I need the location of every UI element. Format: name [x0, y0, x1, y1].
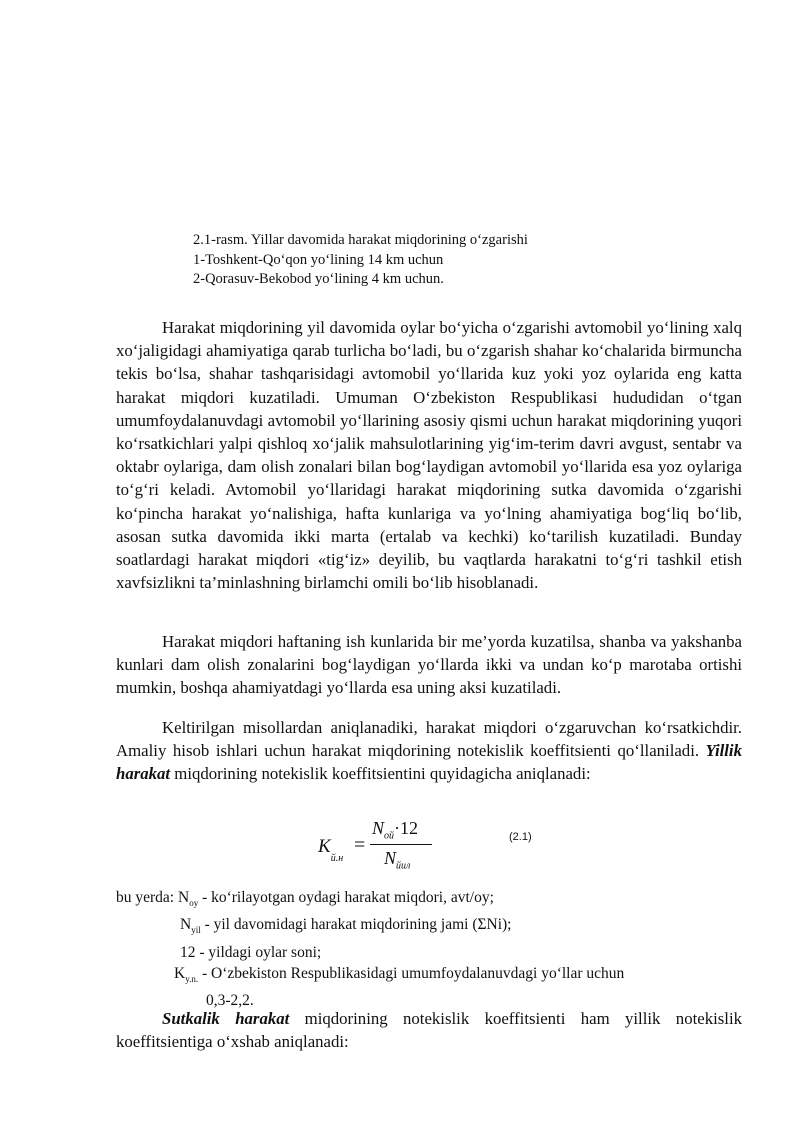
paragraph-3 [116, 716, 742, 786]
formula-equals: = [354, 834, 366, 856]
equation-number: (2.1) [509, 831, 532, 843]
formula-num-sub: ой [384, 830, 395, 842]
formula-2-1 [318, 818, 458, 878]
paragraph-4-after: miqdorining notekislik koeffitsienti ham yillik notekislik koeffitsientiga o‘xshab aniqlanadi: [116, 1009, 743, 1052]
caption-line-2: 1-Toshkent-Qo‘qon yo‘lining 14 km uchun [193, 251, 444, 268]
def4-text: - O‘zbekiston Respublikasidagi umumfoydalanuvdagi yo‘llar uchun [198, 964, 625, 982]
paragraph-2-text: Harakat miqdori haftaning ish kunlarida bir me’yorda kuzatilsa, shanba va yakshanba kunlari dam olish zonalarini bog‘laydigan yo‘llarda ikki va undan ko‘p marotaba ortishi mumkin, boshqa ahamiyatdagi yo‘llarda esa uning aksi kuzatiladi. [116, 632, 742, 698]
paragraph-1 [116, 316, 742, 594]
formula-num-mult: ·12 [394, 818, 419, 838]
paragraph-1-text: Harakat miqdorining yil davomida oylar bo‘yicha o‘zgarishi avtomobil yo‘lining xalq xo‘jaligidagi ahamiyatiga qarab turlicha bo‘ladi, bu o‘zgarish shahar ko‘chalarida birmuncha tekis bo‘lsa, shahar tashqarisidagi avtomobil yo‘llarida kuz yoki yoz oylarida eng katta harakat miqdori kuzatiladi. Umuman O‘zbekiston Respublikasi hududidan o‘tgan umumfoydalanuvdagi avtomobil yo‘llarining asosiy qismi uchun harakat miqdorining yuqori ko‘rsatkichlari yalpi qishloq xo‘jalik mahsulotlarining yig‘im-terim davri avgust, sentabr va oktabr oylariga, dam olish zonalari bilan bog‘laydigan avtomobil yo‘llarida esa yoz oylariga to‘g‘ri keladi. Avtomobil yo‘llaridagi harakat miqdorining sutka davomida o‘zgarishi ko‘pincha harakat yo‘nalishiga, hafta kunlariga va yo‘lning ahamiyatiga bog‘liq bo‘lib, asosan sutka davomida ikki marta (ertalab va kechki) ko‘tarilish kuzatiladi. Bunday soatlardagi harakat miqdori «tig‘iz» deyilib, bu vaqtlarda harakatni to‘g‘ri tashkil etish xavfsizlikni ta’minlashning birlamchi omili bo‘lib hisoblanadi. [116, 318, 742, 593]
formula-denominator [384, 848, 410, 872]
definition-4 [116, 963, 624, 990]
formula-lhs [318, 836, 344, 864]
figure-caption [193, 231, 528, 290]
formula-num-symbol: $N_{ой}$ [372, 818, 395, 842]
formula-den-symbol: $N_{йил}$ [384, 848, 411, 872]
paragraph-3-emphasis: Yillik harakat [116, 741, 742, 784]
def2-sub: yil [191, 925, 201, 936]
formula-den-sub: йил [396, 860, 411, 872]
paragraph-3-before: Keltirilgan misollardan aniqlanadiki, harakat miqdori o‘zgaruvchan ko‘rsatkichdir. Amaliy hisob ishlari uchun harakat miqdorining notekislik koeffitsienti qo‘llaniladi. [116, 718, 742, 761]
paragraph-4-text [116, 1007, 742, 1053]
def4-cont: 0,3-2,2. [206, 992, 254, 1010]
def2-symbol: N [180, 916, 192, 934]
def1-text: - ko‘rilayotgan oydagi harakat miqdori, avt/oy; [198, 889, 494, 906]
paragraph-3-after: miqdorining notekislik koeffitsientini quyidagicha aniqlanadi: [170, 764, 591, 784]
paragraph-4 [116, 1007, 742, 1053]
def1-sub: oy [189, 898, 199, 909]
def3-text: 12 - yildagi oylar soni; [180, 943, 322, 961]
def1-symbol: N [177, 889, 190, 906]
formula-lhs-sub: й.н [330, 852, 344, 864]
paragraph-4-emphasis: Sutkalik harakat [162, 1009, 290, 1028]
definition-3 [116, 942, 624, 963]
def4-sub: y.n. [185, 973, 199, 984]
definitions [116, 887, 624, 1011]
formula-numerator [372, 818, 418, 842]
caption-line-3: 2-Qorasuv-Bekobod yo‘lining 4 km uchun. [193, 271, 444, 287]
formula-fraction-bar [370, 844, 432, 845]
definition-2 [116, 914, 624, 941]
paragraph-3-text [116, 716, 742, 786]
def2-text: - yil davomidagi harakat miqdorining jami (ΣNi); [200, 916, 512, 934]
def4-symbol: K [174, 964, 186, 982]
formula-lhs-symbol: K [318, 836, 331, 857]
caption-line-1: 2.1-rasm. Yillar davomida harakat miqdorining o‘zgarishi [193, 232, 528, 248]
paragraph-2 [116, 630, 742, 700]
definitions-intro: bu yerda: [116, 889, 178, 906]
definition-1 [116, 887, 624, 914]
